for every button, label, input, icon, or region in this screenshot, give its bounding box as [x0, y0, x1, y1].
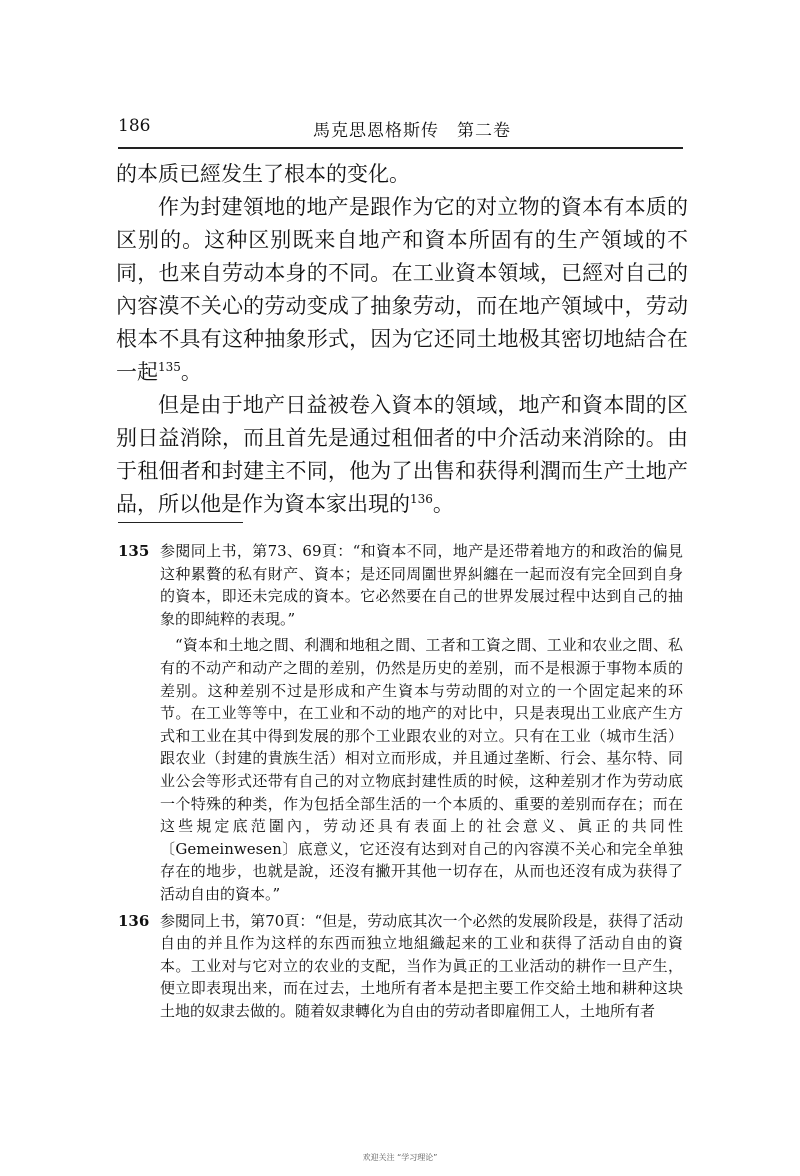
body-paragraph: [116, 191, 688, 389]
running-title: 馬克思恩格斯传 第二卷: [313, 121, 511, 141]
footnote: [118, 540, 683, 906]
footnote: [118, 910, 683, 1023]
footnote-rule: [118, 522, 243, 523]
footnote-body: [160, 540, 683, 906]
body-paragraph-end: 。: [432, 492, 454, 516]
body-paragraph-end: 。: [180, 360, 202, 384]
footnote-paragraph: 参閱同上书，第70頁：“但是，劳动底其次一个必然的发展阶段是，获得了活动自由的并且作为这样的东西而独立地組織起来的工业和获得了活动自由的資本。工业对与它对立的农业的支配，当作为眞正的工业活动的耕作一旦产生，便立即表現出来，而在过去，土地所有者本是把主要工作交給土地和耕种这块土地的奴隶去做的。随着奴隶轉化为自由的劳动者即雇佣工人，土地所有者: [160, 911, 683, 1020]
body-paragraph-text: 作为封建領地的地产是跟作为它的对立物的資本有本质的区别的。这种区别既来自地产和資本所固有的生产領域的不同，也来自劳动本身的不同。在工业資本領域，已經对自己的內容漠不关心的劳动变成了抽象劳动，而在地产領域中，劳动根本不具有这种抽象形式，因为它还同土地极其密切地結合在一起: [116, 195, 688, 384]
page-number: 186: [118, 116, 151, 136]
body-paragraph: [116, 158, 688, 191]
footnote-body: [160, 910, 683, 1023]
body-text: [116, 158, 688, 521]
footnote-ref[interactable]: 136: [410, 492, 433, 506]
bottom-caption: 欢迎关注 “学习理论”: [362, 1153, 438, 1162]
footnote-number: 135: [118, 542, 150, 560]
footnote-ref[interactable]: 135: [158, 360, 181, 374]
footnote-paragraph: 参閱同上书，第73、69頁：“和資本不同，地产是还带着地方的和政治的偏見这种累贅的私有財产、資本；是还同周圍世界糾纏在一起而沒有完全回到自身的資本，即还未完成的資本。它必然要在自己的世界发展过程中达到自己的抽象的即純粹的表現。”: [160, 542, 683, 628]
body-paragraph-text: 的本质已經发生了根本的变化。: [116, 162, 410, 186]
header-rule: [118, 147, 683, 149]
footnotes: [118, 540, 683, 1022]
body-paragraph-text: 但是由于地产日益被卷入資本的領域，地产和資本間的区别日益消除，而且首先是通过租佃者的中介活动来消除的。由于租佃者和封建主不同，他为了出售和获得利潤而生产土地产品，所以他是作为資本家出現的: [116, 393, 688, 516]
footnote-paragraph: “資本和土地之間、利潤和地租之間、工者和工資之間、工业和农业之間、私有的不动产和动产之間的差别，仍然是历史的差别，而不是根源于事物本质的差别。这种差别不过是形成和产生資本与劳动間的对立的一个固定起来的环节。在工业等等中，在工业和不动的地产的对比中，只是表現出工业底产生方式和工业在其中得到发展的那个工业跟农业的对立。只有在工业（城市生活）跟农业（封建的貴族生活）相对立而形成，并且通过垄断、行会、基尔特、同业公会等形式还带有自己的对立物底封建性质的时候，这种差别才作为劳动底一个特殊的种类，作为包括全部生活的一个本质的、重要的差别而存在；而在这些規定底范圍內，劳动还具有表面上的社会意义、眞正的共同性〔Gemeinwesen〕底意义，它还沒有达到对自己的內容漠不关心和完全单独存在的地步，也就是說，还沒有撇开其他一切存在，从而也还沒有成为获得了活动自由的資本。”: [160, 636, 683, 903]
page-header: [118, 112, 678, 142]
body-paragraph: [116, 389, 688, 521]
footnote-number: 136: [118, 911, 150, 930]
